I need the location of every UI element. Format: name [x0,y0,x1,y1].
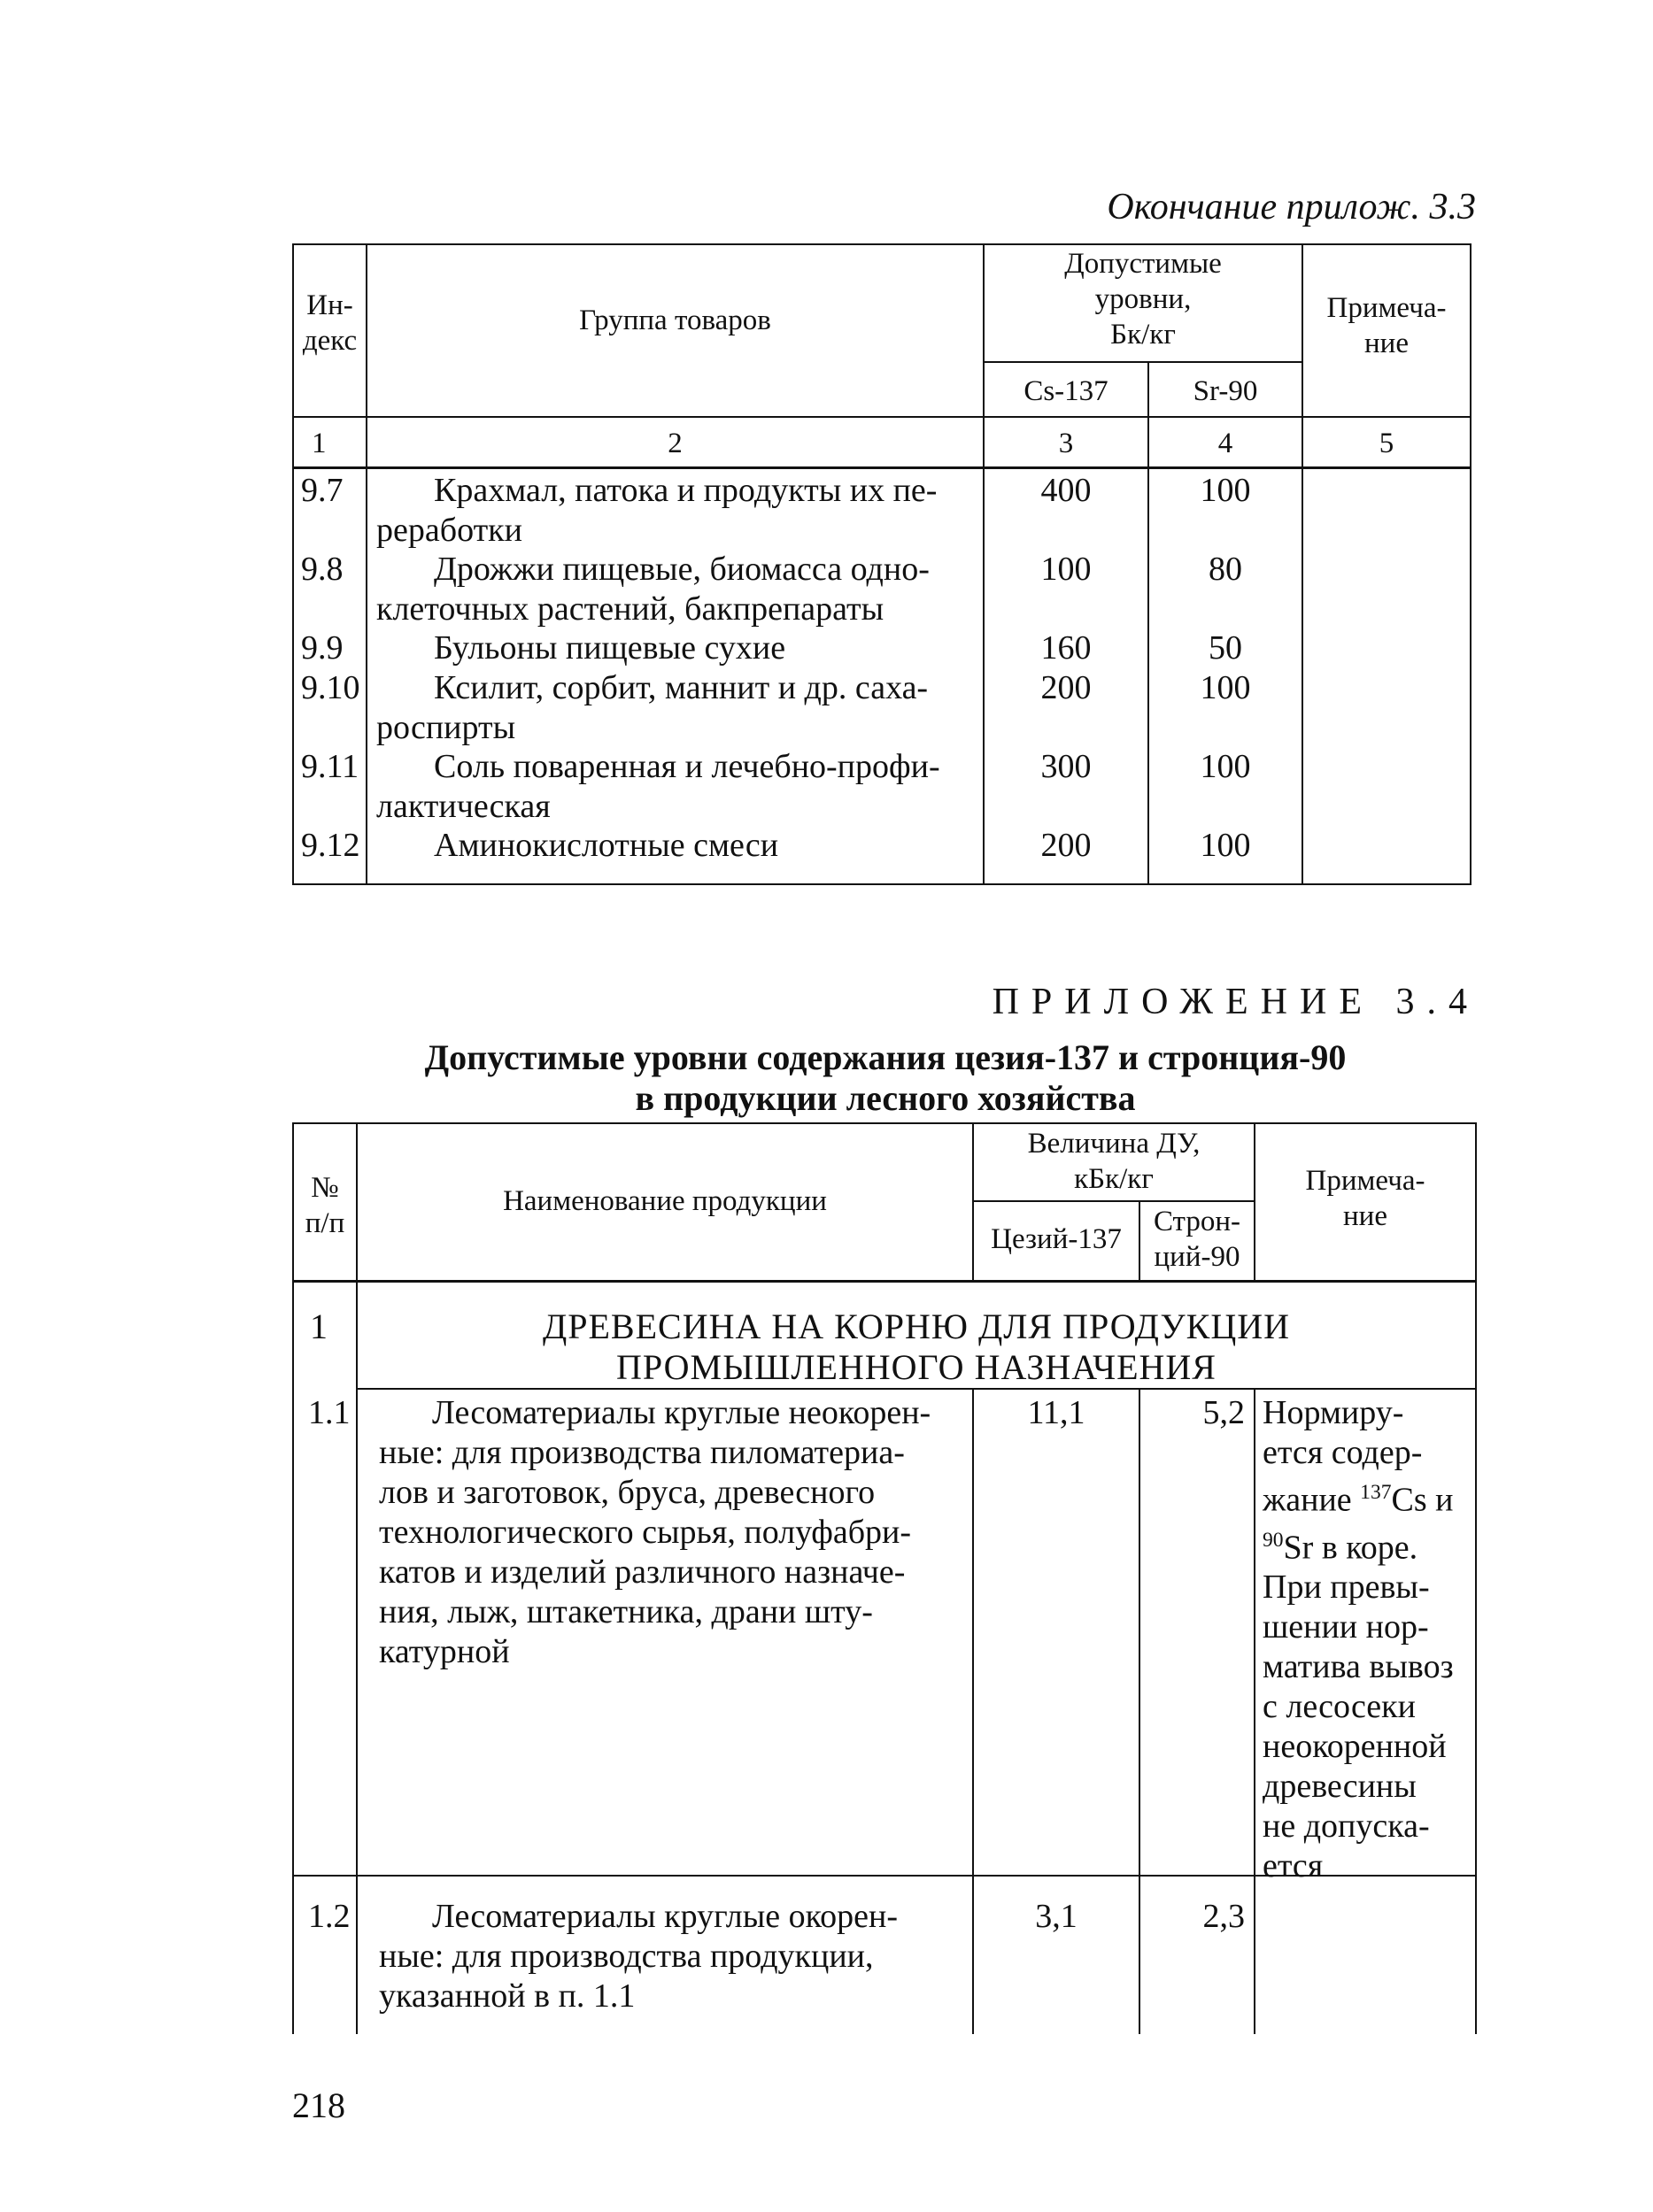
table1-col-line-1 [366,243,367,885]
table1-colnum-1: 1 [312,428,327,459]
row-cs: 3,1 [1035,1898,1078,1935]
appendix-label: ПРИЛОЖЕНИЕ 3.4 [992,982,1479,1022]
table1-colnum-5: 5 [1379,428,1394,459]
table1-bottom-border [292,883,1471,885]
row-sr: 100 [1200,827,1251,864]
table2-header-num: № п/п [305,1172,345,1239]
row-name: Лесоматериалы круглые окорен- ные: для производства продукции, указанной в п. 1.1 [379,1898,899,2015]
row-group: Ксилит, сорбит, маннит и др. саха- роспирты [376,669,929,746]
row-group: Крахмал, патока и продукты их пе- реработки [376,472,938,549]
table1-header-cs: Cs-137 [1023,375,1108,407]
table2-sub-header-line [972,1200,1254,1202]
row-cs: 160 [1040,629,1092,667]
row-sr: 50 [1209,629,1242,667]
row-sr: 5,2 [1202,1394,1245,1431]
row-cs: 11,1 [1027,1394,1085,1431]
row-group: Бульоны пищевые сухие [434,629,786,667]
row-sr: 100 [1200,669,1251,706]
table2-col-line-3b [1139,1388,1140,2034]
table1-colnum-3: 3 [1058,428,1074,459]
table1-header-levels: Допустимые уровни, Бк/кг [1064,248,1222,351]
row-index: 9.12 [301,827,360,864]
table1-header-sr: Sr-90 [1193,375,1258,407]
table1-colnum-border [292,466,1471,469]
row-sr: 2,3 [1202,1898,1245,1935]
row-group: Дрожжи пищевые, биомасса одно- клеточных растений, бакпрепараты [376,551,930,628]
section-number: 1 [310,1306,328,1346]
table2-col-line-4b [1254,1388,1255,2034]
row-cs: 200 [1040,669,1092,706]
row-num: 1.2 [308,1898,351,1935]
row-sr: 100 [1200,472,1251,509]
row-index: 9.8 [301,551,344,588]
table1-header-border [292,416,1471,418]
table2-col-line-0 [292,1122,294,2034]
row-cs: 200 [1040,827,1092,864]
row-group: Соль поваренная и лечебно-профи- лактическая [376,748,940,825]
row-sr: 80 [1209,551,1242,588]
row-index: 9.7 [301,472,344,509]
row-index: 9.9 [301,629,344,667]
table2-col-line-1 [356,1122,358,2034]
table2-header-cs: Цезий-137 [991,1223,1122,1255]
table2-header-du: Величина ДУ, кБк/кг [1027,1128,1201,1195]
table2-header-sr: Строн- ций-90 [1153,1206,1241,1273]
table2-col-line-2b [972,1388,974,2034]
appendix-title-line1: Допустимые уровни содержания цезия-137 и стронция-90 [424,1037,1347,1077]
row-cs: 300 [1040,748,1092,785]
page-number: 218 [292,2085,345,2125]
table1-sub-header-line [983,361,1302,363]
table1-header-note: Примеча- ние [1326,292,1447,359]
appendix-title-line2: в продукции лесного хозяйства [635,1078,1136,1118]
table1-top-border [292,243,1471,245]
row-index: 9.10 [301,669,360,706]
table2-header-name: Наименование продукции [503,1185,827,1217]
table1-colnum-2: 2 [668,428,683,459]
continuation-label: Окончание прилож. 3.3 [1107,187,1476,227]
table2-section-border [356,1388,1477,1390]
row-index: 9.11 [301,748,359,785]
table2-header-border [292,1280,1477,1283]
row-cs: 400 [1040,472,1092,509]
row-num: 1.1 [308,1394,351,1431]
row-note: Нормиру- ется содер- жание $^{137}$Cs и $^{90}$Sr в коре. При превы- шении нор- матива вывоз с лесосеки неокоренной древесины не допуска- ется [1263,1394,1454,1885]
table2-col-line-5 [1475,1122,1477,2034]
row-sr: 100 [1200,748,1251,785]
table1-header-group: Группа товаров [579,304,771,336]
table1-col-line-5 [1470,243,1471,885]
row-group: Аминокислотные смеси [434,827,779,864]
row-name: Лесоматериалы круглые неокорен- ные: для производства пиломатериа- лов и заготовок, бруса, древесного технологического сырья, полуфабри- катов и изделий различного назначе- ния, лыж, штакетника, драни шту- катурной [379,1394,931,1670]
table1-colnum-4: 4 [1217,428,1233,459]
table1-header-index: Ин- декс [302,289,358,357]
table2-header-note: Примеча- ние [1305,1165,1425,1232]
table2-top-border [292,1122,1477,1124]
row-cs: 100 [1040,551,1092,588]
section-title: ДРЕВЕСИНА НА КОРНЮ ДЛЯ ПРОДУКЦИИ ПРОМЫШЛЕННОГО НАЗНАЧЕНИЯ [542,1306,1291,1387]
